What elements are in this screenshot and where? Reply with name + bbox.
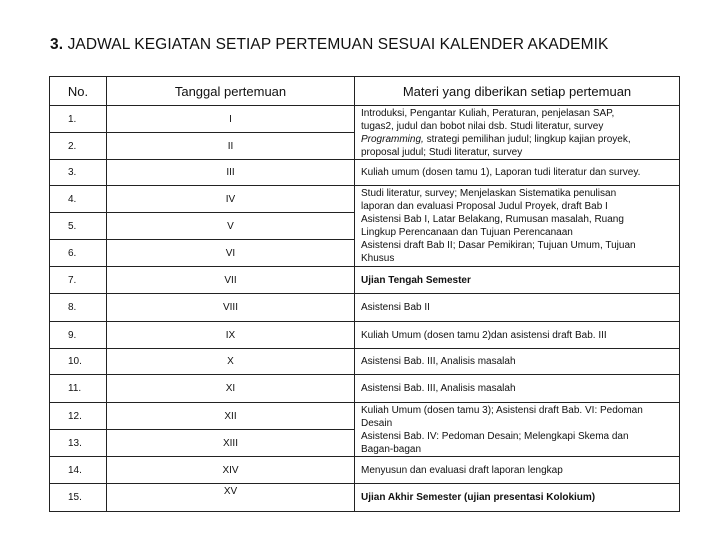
materi-line: Asistensi Bab. IV: Pedoman Desain; Melengkapi Skema dan: [361, 430, 629, 442]
row-no: 3.: [50, 160, 107, 186]
row-no: 11.: [50, 375, 107, 403]
page-title: [50, 36, 608, 54]
row-tanggal: IV: [107, 186, 355, 213]
table-row: [50, 106, 680, 133]
row-tanggal: II: [107, 133, 355, 160]
row-no: 8.: [50, 294, 107, 322]
row-materi: [355, 106, 680, 160]
row-tanggal: XIII: [107, 430, 355, 457]
row-tanggal: VII: [107, 267, 355, 294]
row-materi: Asistensi Bab. III, Analisis masalah: [355, 375, 680, 403]
row-no: 4.: [50, 186, 107, 213]
row-tanggal: I: [107, 106, 355, 133]
row-no: 6.: [50, 240, 107, 267]
materi-line: tugas2, judul dan bobot nilai dsb. Studi literatur, survey: [361, 120, 604, 132]
row-no: 9.: [50, 322, 107, 349]
row-tanggal: VIII: [107, 294, 355, 322]
row-tanggal: XI: [107, 375, 355, 403]
materi-line: Introduksi, Pengantar Kuliah, Peraturan, penjelasan SAP,: [361, 107, 615, 119]
materi-line: Desain: [361, 417, 393, 429]
row-no: 7.: [50, 267, 107, 294]
row-tanggal: VI: [107, 240, 355, 267]
row-materi: [355, 186, 680, 267]
header-no: No.: [50, 77, 107, 106]
row-materi: Ujian Akhir Semester (ujian presentasi Kolokium): [355, 484, 680, 512]
materi-line: Asistensi Bab I, Latar Belakang, Rumusan masalah, Ruang: [361, 214, 624, 225]
table-row: [50, 160, 680, 186]
table-row: [50, 457, 680, 484]
table-row: [50, 349, 680, 375]
row-materi: Ujian Tengah Semester: [355, 267, 680, 294]
table-header-row: [50, 77, 680, 106]
header-tanggal: Tanggal pertemuan: [107, 77, 355, 106]
row-tanggal: III: [107, 160, 355, 186]
table-row: [50, 484, 680, 512]
table-row: [50, 294, 680, 322]
materi-line: [361, 133, 679, 146]
row-no: 1.: [50, 106, 107, 133]
row-tanggal: XV: [107, 484, 355, 512]
title-number: 3.: [50, 36, 64, 53]
materi-line: Bagan-bagan: [361, 443, 422, 455]
materi-line: laporan dan evaluasi Proposal Judul Proyek, draft Bab I: [361, 201, 608, 212]
table-row: [50, 267, 680, 294]
materi-line: Khusus: [361, 253, 395, 264]
row-materi: [355, 403, 680, 457]
row-no: 12.: [50, 403, 107, 430]
row-no: 15.: [50, 484, 107, 512]
materi-line: Lingkup Perencanaan dan Tujuan Perencanaan: [361, 227, 573, 238]
row-materi: Asistensi Bab II: [355, 294, 680, 322]
row-tanggal: V: [107, 213, 355, 240]
materi-text: strategi pemilihan judul; lingkup kajian proyek,: [423, 133, 631, 145]
row-tanggal: X: [107, 349, 355, 375]
table-row: [50, 186, 680, 213]
schedule-table: [49, 76, 680, 512]
row-materi: Asistensi Bab. III, Analisis masalah: [355, 349, 680, 375]
row-no: 2.: [50, 133, 107, 160]
row-no: 14.: [50, 457, 107, 484]
materi-italic: Programming,: [361, 133, 424, 145]
table-row: [50, 403, 680, 430]
table-row: [50, 375, 680, 403]
row-no: 13.: [50, 430, 107, 457]
row-tanggal: XIV: [107, 457, 355, 484]
row-tanggal: XII: [107, 403, 355, 430]
row-tanggal: IX: [107, 322, 355, 349]
row-materi: Kuliah Umum (dosen tamu 2)dan asistensi draft Bab. III: [355, 322, 680, 349]
header-materi: Materi yang diberikan setiap pertemuan: [355, 77, 680, 106]
materi-line: Studi literatur, survey; Menjelaskan Sistematika penulisan: [361, 188, 617, 199]
materi-line: proposal judul; Studi literatur, survey: [361, 146, 523, 158]
row-no: 5.: [50, 213, 107, 240]
materi-line: Kuliah Umum (dosen tamu 3); Asistensi draft Bab. VI: Pedoman: [361, 404, 643, 416]
row-materi: Menyusun dan evaluasi draft laporan lengkap: [355, 457, 680, 484]
row-no: 10.: [50, 349, 107, 375]
title-text: JADWAL KEGIATAN SETIAP PERTEMUAN SESUAI KALENDER AKADEMIK: [67, 36, 609, 53]
materi-line: Asistensi draft Bab II; Dasar Pemikiran; Tujuan Umum, Tujuan: [361, 240, 636, 251]
table-row: [50, 322, 680, 349]
row-materi: Kuliah umum (dosen tamu 1), Laporan tudi literatur dan survey.: [355, 160, 680, 186]
